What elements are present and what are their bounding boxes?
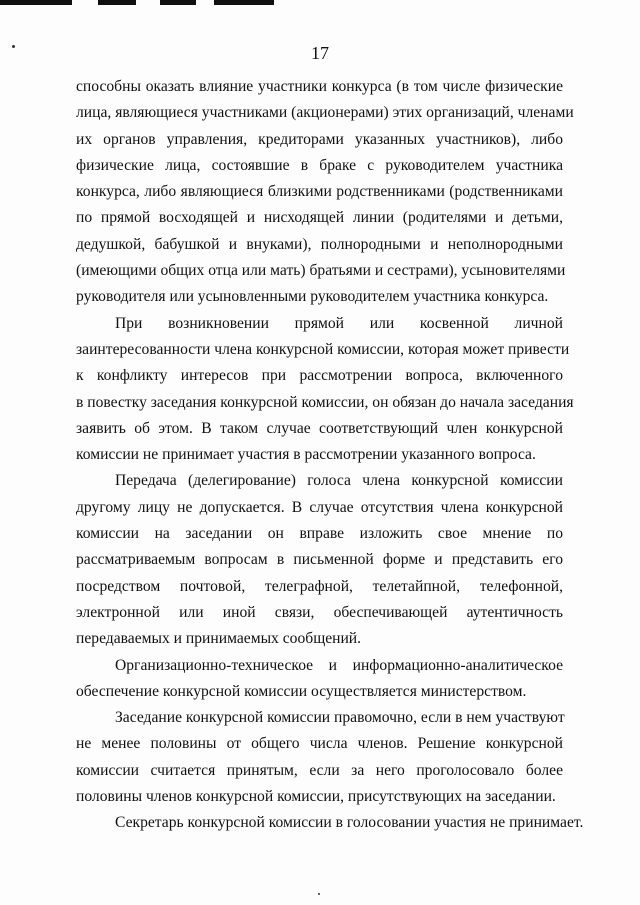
text-line: комиссии на заседании он вправе изложить свое мнение по <box>76 525 563 543</box>
text-line: другому лицу не допускается. В случае отсутствия члена конкурсной <box>76 498 563 516</box>
text-line: При возникновении прямой или косвенной личной <box>115 314 563 332</box>
text-line: лица, являющиеся участниками (акционерами) этих организаций, членами <box>76 104 574 122</box>
text-line: в повестку заседания конкурсной комиссии, он обязан до начала заседания <box>76 393 574 411</box>
text-line: конкурса, либо являющиеся близкими родственниками (родственниками <box>76 183 563 201</box>
text-line: электронной или иной связи, обеспечивающей аутентичность <box>76 603 563 621</box>
text-line: рассматриваемым вопросам в письменной форме и представить его <box>76 551 563 569</box>
text-line: Организационно-техническое и информационно-аналитическое <box>115 656 563 674</box>
text-line: к конфликту интересов при рассмотрении вопроса, включенного <box>76 367 563 385</box>
text-line: руководителя или усыновленными руководителем участника конкурса. <box>76 288 549 306</box>
paragraph-conflict-of-interest <box>76 311 574 469</box>
text-line: комиссии считается принятым, если за него проголосовало более <box>76 761 563 779</box>
scan-speck <box>318 893 320 895</box>
text-line: Секретарь конкурсной комиссии в голосовании участия не принимает. <box>115 814 584 832</box>
paragraph-support <box>76 653 563 706</box>
paragraph-delegation <box>76 468 563 652</box>
text-line: обеспечение конкурсной комиссии осуществляется министерством. <box>76 682 527 700</box>
text-line: способны оказать влияние участники конкурса (в том числе физические <box>76 78 563 95</box>
text-line: физические лица, состоявшие в браке с руководителем участника <box>76 156 563 174</box>
text-line: Передача (делегирование) голоса члена конкурсной комиссии <box>115 472 563 490</box>
paragraph-quorum <box>76 705 563 810</box>
text-line: их органов управления, кредиторами указанных участников), либо <box>76 130 563 148</box>
document-body <box>76 74 584 837</box>
text-line: передаваемых и принимаемых сообщений. <box>76 630 362 648</box>
text-line: комиссии не принимает участия в рассмотрении указанного вопроса. <box>76 446 536 464</box>
text-line: (имеющими общих отца или мать) братьями и сестрами), усыновителями <box>76 262 566 280</box>
paragraph-continuation <box>76 74 574 311</box>
text-line: половины членов конкурсной комиссии, присутствующих на заседании. <box>76 788 556 806</box>
text-line: заявить об этом. В таком случае соответствующий член конкурсной <box>76 419 563 437</box>
text-line: дедушкой, бабушкой и внуками), полнородными и неполнородными <box>76 235 563 253</box>
text-line: по прямой восходящей и нисходящей линии (родителями и детьми, <box>76 209 563 227</box>
text-line: заинтересованности члена конкурсной комиссии, которая может привести <box>76 340 570 358</box>
text-line: Заседание конкурсной комиссии правомочно, если в нем участвуют <box>115 709 565 727</box>
scan-edge-artifact <box>0 0 300 6</box>
page-number: 17 <box>311 43 329 63</box>
text-line: не менее половины от общего числа членов. Решение конкурсной <box>76 735 563 753</box>
text-line: посредством почтовой, телеграфной, телетайпной, телефонной, <box>76 577 563 595</box>
paragraph-secretary <box>76 810 584 836</box>
